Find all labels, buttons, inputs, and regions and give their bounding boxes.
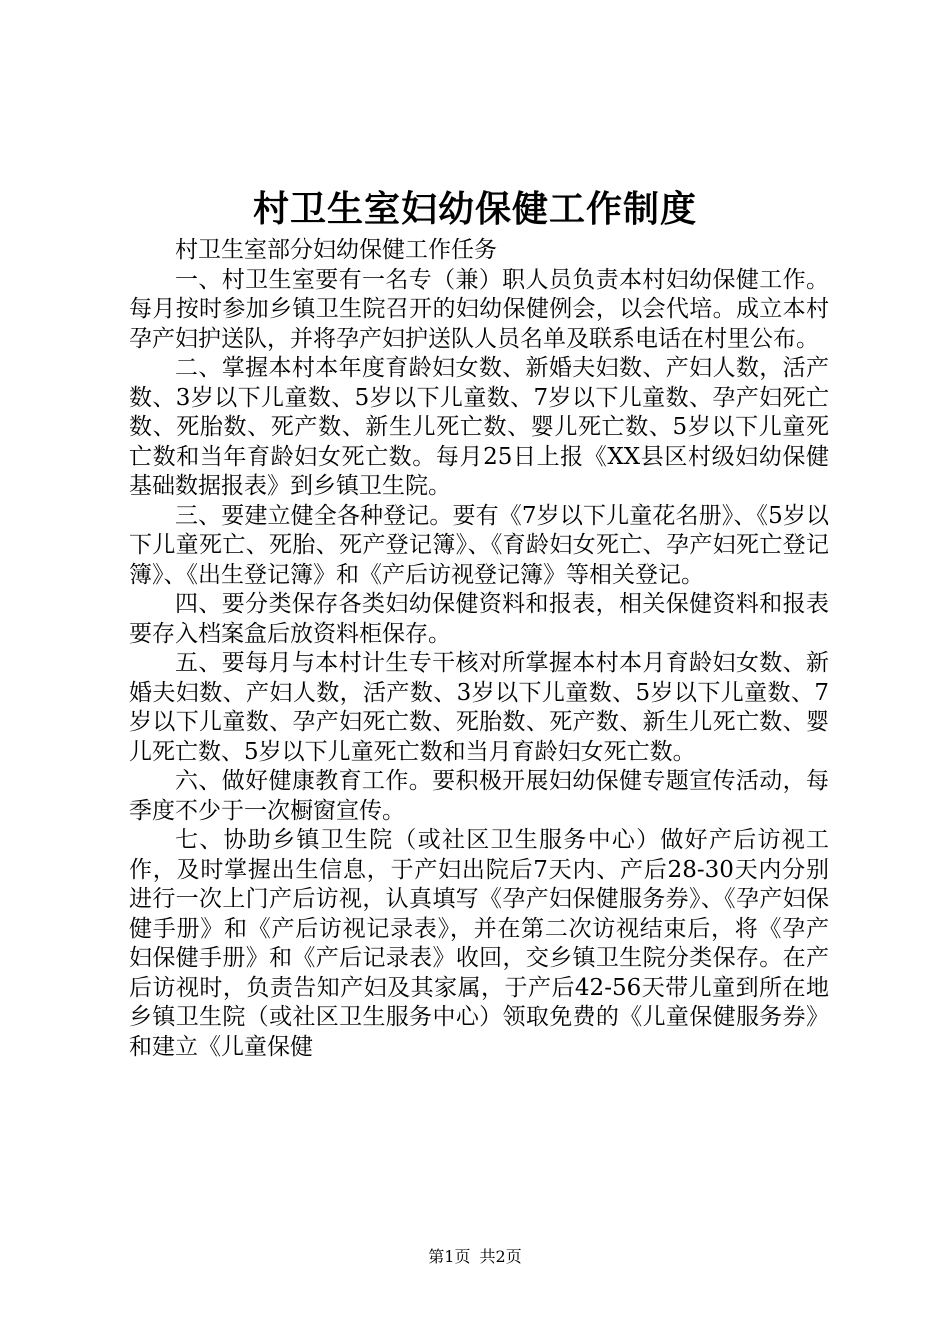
paragraph-3: 三、要建立健全各种登记。要有《7岁以下儿童花名册》、《5岁以下儿童死亡、死胎、死产登记簿》、《育龄妇女死亡、孕产妇死亡登记簿》、《出生登记簿》和《产后访视登记簿》等相关登记。 [129,502,829,588]
page-footer [0,1246,950,1268]
paragraph-2: 二、掌握本村本年度育龄妇女数、新婚夫妇数、产妇人数，活产数、3岁以下儿童数、5岁以下儿童数、7岁以下儿童数、孕产妇死亡数、死胎数、死产数、新生儿死亡数、婴儿死亡数、5岁以下儿童死亡数和当年育龄妇女死亡数。每月25日上报《XX县区村级妇幼保健基础数据报表》到乡镇卫生院。 [129,355,829,499]
paragraph-6: 六、做好健康教育工作。要积极开展妇幼保健专题宣传活动，每季度不少于一次橱窗宣传。 [129,768,829,824]
page-total: 共2页 [479,1247,522,1266]
document-title: 村卫生室妇幼保健工作制度 [252,188,697,230]
paragraph-5: 五、要每月与本村计生专干核对所掌握本村本月育龄妇女数、新婚夫妇数、产妇人数，活产数、3岁以下儿童数、5岁以下儿童数、7岁以下儿童数、孕产妇死亡数、死胎数、死产数、新生儿死亡数、婴儿死亡数、5岁以下儿童死亡数和当月育龄妇女死亡数。 [129,650,829,765]
section-heading: 村卫生室部分妇幼保健工作任务 [175,237,497,263]
document-body [129,236,829,1062]
paragraph-1: 一、村卫生室要有一名专（兼）职人员负责本村妇幼保健工作。每月按时参加乡镇卫生院召开的妇幼保健例会，以会代培。成立本村孕产妇护送队，并将孕产妇护送队人员名单及联系电话在村里公布。 [129,266,829,352]
page-number: 第1页 [428,1247,471,1266]
paragraph-7: 七、协助乡镇卫生院（或社区卫生服务中心）做好产后访视工作，及时掌握出生信息，于产妇出院后7天内、产后28-30天内分别进行一次上门产后访视，认真填写《孕产妇保健服务券》、《孕产妇保健手册》和《产后访视记录表》，并在第二次访视结束后，将《孕产妇保健手册》和《产后记录表》收回，交乡镇卫生院分类保存。在产后访视时，负责告知产妇及其家属，于产后42-56天带儿童到所在地乡镇卫生院（或社区卫生服务中心）领取免费的《儿童保健服务券》和建立《儿童保健 [129,827,829,1060]
paragraph-4: 四、要分类保存各类妇幼保健资料和报表，相关保健资料和报表要存入档案盒后放资料柜保存。 [129,591,829,647]
